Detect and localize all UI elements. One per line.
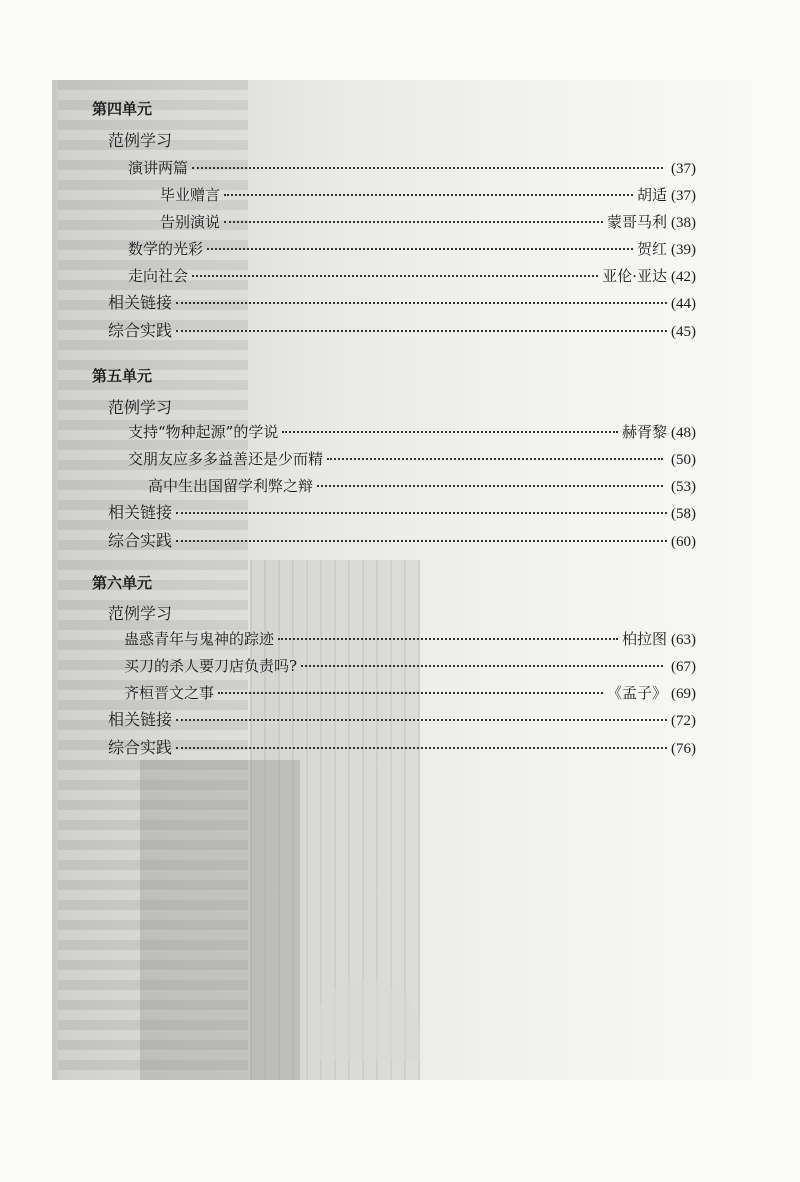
entry-title: 相关链接 — [108, 710, 173, 729]
entry-author: 《孟子》 — [606, 684, 667, 702]
entry-page: (69) — [671, 686, 696, 702]
entry-title: 告别演说 — [160, 213, 221, 231]
entry-author: 胡适 — [636, 186, 667, 204]
unit-title: 第五单元 — [92, 367, 153, 385]
toc-entry[interactable] — [0, 239, 800, 260]
toc-entry[interactable] — [0, 266, 800, 287]
entry-title: 相关链接 — [108, 503, 173, 522]
dot-leader — [176, 512, 667, 514]
dot-leader — [192, 275, 598, 277]
dot-leader — [207, 248, 633, 250]
toc-entry-practice[interactable] — [0, 738, 800, 759]
toc-entry[interactable] — [0, 422, 800, 443]
entry-page: (42) — [671, 269, 696, 285]
unit-title: 第四单元 — [92, 100, 153, 118]
section-example: 范例学习 — [108, 604, 173, 623]
dot-leader — [327, 458, 663, 460]
entry-author: 赫胥黎 — [621, 423, 667, 441]
entry-page: (58) — [671, 506, 696, 522]
entry-title: 齐桓晋文之事 — [124, 684, 215, 702]
dot-leader — [176, 719, 667, 721]
entry-author: 蒙哥马利 — [606, 213, 667, 231]
entry-title: 毕业赠言 — [160, 186, 221, 204]
toc-entry-related[interactable] — [0, 503, 800, 524]
toc-entry[interactable] — [0, 449, 800, 470]
dot-leader — [278, 638, 618, 640]
toc-entry[interactable] — [0, 158, 800, 179]
entry-title: 蛊惑青年与鬼神的踪迹 — [124, 630, 275, 648]
section-example: 范例学习 — [108, 398, 173, 417]
entry-page: (67) — [671, 659, 696, 675]
entry-author: 柏拉图 — [621, 630, 667, 648]
dot-leader — [176, 302, 667, 304]
entry-title: 综合实践 — [108, 321, 173, 340]
toc-entry[interactable] — [0, 656, 800, 677]
entry-title: 演讲两篇 — [128, 159, 189, 177]
entry-title: 综合实践 — [108, 531, 173, 550]
entry-title: 综合实践 — [108, 738, 173, 757]
entry-page: (48) — [671, 425, 696, 441]
dot-leader — [176, 330, 667, 332]
dot-leader — [282, 431, 618, 433]
dot-leader — [301, 665, 663, 667]
toc-entry[interactable] — [0, 683, 800, 704]
entry-author: 亚伦·亚达 — [602, 267, 667, 285]
section-example: 范例学习 — [108, 131, 173, 150]
entry-author: 贺红 — [636, 240, 667, 258]
entry-title: 高中生出国留学利弊之辩 — [148, 477, 314, 495]
entry-page: (50) — [671, 452, 696, 468]
toc-entry-practice[interactable] — [0, 321, 800, 342]
dot-leader — [224, 221, 603, 223]
dot-leader — [218, 692, 603, 694]
dot-leader — [317, 485, 663, 487]
entry-title: 支持“物种起源”的学说 — [128, 423, 279, 441]
entry-page: (44) — [671, 296, 696, 312]
toc-entry[interactable] — [0, 629, 800, 650]
entry-title: 走向社会 — [128, 267, 189, 285]
entry-page: (63) — [671, 632, 696, 648]
entry-page: (72) — [671, 713, 696, 729]
entry-page: (76) — [671, 741, 696, 757]
toc-entry-related[interactable] — [0, 710, 800, 731]
dot-leader — [176, 747, 667, 749]
entry-page: (60) — [671, 534, 696, 550]
entry-page: (38) — [671, 215, 696, 231]
entry-page: (53) — [671, 479, 696, 495]
dot-leader — [176, 540, 667, 542]
entry-title: 数学的光彩 — [128, 240, 204, 258]
entry-page: (39) — [671, 242, 696, 258]
entry-page: (37) — [671, 161, 696, 177]
dot-leader — [192, 167, 663, 169]
entry-title: 相关链接 — [108, 293, 173, 312]
toc-entry[interactable] — [0, 185, 800, 206]
entry-title: 买刀的杀人要刀店负责吗? — [124, 657, 298, 675]
entry-page: (45) — [671, 324, 696, 340]
toc-entry[interactable] — [0, 212, 800, 233]
entry-title: 交朋友应多多益善还是少而精 — [128, 450, 324, 468]
unit-title: 第六单元 — [92, 574, 153, 592]
toc-entry-related[interactable] — [0, 293, 800, 314]
dot-leader — [224, 194, 633, 196]
toc-entry-practice[interactable] — [0, 531, 800, 552]
entry-page: (37) — [671, 188, 696, 204]
toc-entry[interactable] — [0, 476, 800, 497]
